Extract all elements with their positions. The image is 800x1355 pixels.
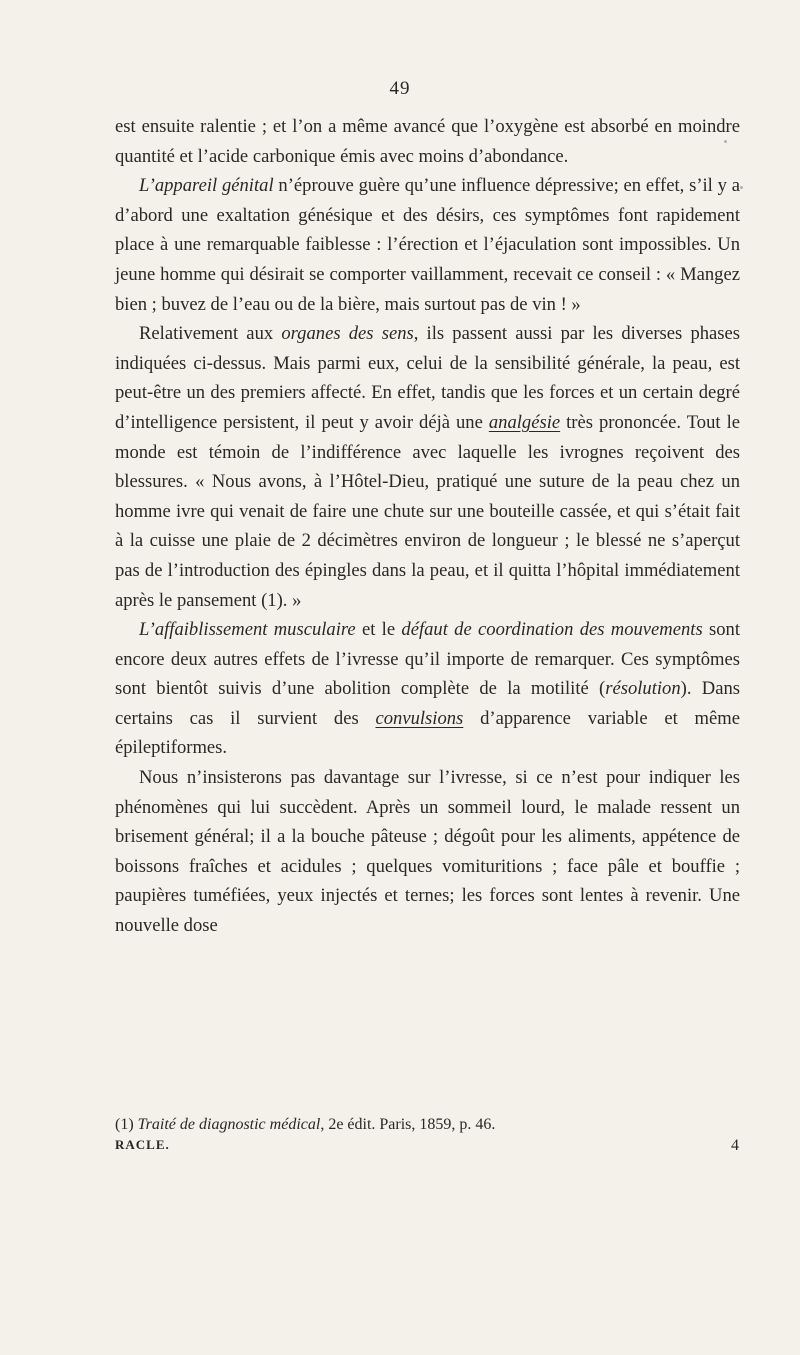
text-run: n’éprouve guère qu’une influence dépressive; en effet, s’il y a d’abord une exaltation génésique et des désirs, ces symptômes font rapidement place à une remarquable faiblesse : l’érection et l’éjaculation sont impossibles. Un jeune homme qui désirait se comporter vaillamment, recevait ce conseil : « Mangez bien ; buvez de l’eau ou de la bière, mais surtout pas de vin ! » xyxy=(115,175,740,315)
italic-text: organes des sens xyxy=(281,323,414,345)
text-run: et le xyxy=(355,619,402,641)
text-run: Relativement aux xyxy=(139,323,282,345)
footnote-marker: (1) xyxy=(115,1116,138,1133)
paragraph xyxy=(115,319,740,615)
paragraph xyxy=(115,615,740,763)
text-run: Nous n’insisterons pas davantage sur l’ivresse, si ce n’est pour indiquer les phénomènes qui lui succèdent. Après un sommeil lourd, le malade ressent un brisement général; il a la bouche pâteuse ; dégoût pour les aliments, appétence de boissons fraîches et acidules ; quelques vomituritions ; face pâle et bouffie ; paupières tuméfiées, yeux injectés et ternes; les forces sont lentes à revenir. Une nouvelle dose xyxy=(115,767,740,937)
text-run: ). Dans certains cas il survient des xyxy=(115,678,740,729)
underlined-italic-text: convulsions xyxy=(375,707,464,729)
signature-sheet-number: 4 xyxy=(731,1137,740,1154)
italic-text: L’appareil génital xyxy=(139,175,274,197)
paragraph xyxy=(115,112,740,171)
footnote xyxy=(115,1114,740,1136)
underlined-italic-text: analgésie xyxy=(488,411,561,433)
body-text xyxy=(115,112,740,941)
signature-author: RACLE. xyxy=(115,1137,170,1152)
text-run: , ils passent aussi par les diverses phases indiquées ci-dessus. Mais parmi eux, celui de la sensibilité générale, la peau, est peut-être un des premiers affecté. En effet, tandis que les forces et un certain degré d’intelligence persistent, il peut y avoir déjà une xyxy=(115,323,741,433)
text-run: sont encore deux autres effets de l’ivresse qu’il importe de remarquer. Ces symptômes sont bientôt suivis d’une abolition complète de la motilité ( xyxy=(115,619,740,700)
paragraph xyxy=(115,763,740,941)
paper-speck xyxy=(724,140,727,143)
text-run: est ensuite ralentie ; et l’on a même avancé que l’oxygène est absorbé en moindre quantité et l’acide carbonique émis avec moins d’abondance. xyxy=(115,116,740,167)
printer-signature xyxy=(115,1137,740,1153)
footnote-details: , 2e édit. Paris, 1859, p. 46. xyxy=(320,1116,496,1133)
italic-text: résolution xyxy=(605,678,681,700)
text-run: très prononcée. Tout le monde est témoin de l’indifférence avec laquelle les ivrognes reçoivent des blessures. « Nous avons, à l’Hôtel-Dieu, pratiqué une suture de la peau chez un homme ivre qui venait de faire une chute sur une bouteille cassée, et qui s’était fait à la cuisse une plaie de 2 décimètres environ de longueur ; le blessé ne s’aperçut pas de l’introduction des épingles dans la peau, et il quitta l’hôpital immédiatement après le pansement (1). » xyxy=(115,411,740,611)
text-run: d’apparence variable et même épileptiformes. xyxy=(115,707,740,759)
footnote-title: Traité de diagnostic médical xyxy=(137,1116,321,1133)
paragraph xyxy=(115,171,740,319)
page-number: 49 xyxy=(389,78,411,99)
italic-text: défaut de coordination des mouvements xyxy=(401,619,703,641)
paper-speck xyxy=(740,186,743,189)
italic-text: L’affaiblissement musculaire xyxy=(139,619,356,641)
